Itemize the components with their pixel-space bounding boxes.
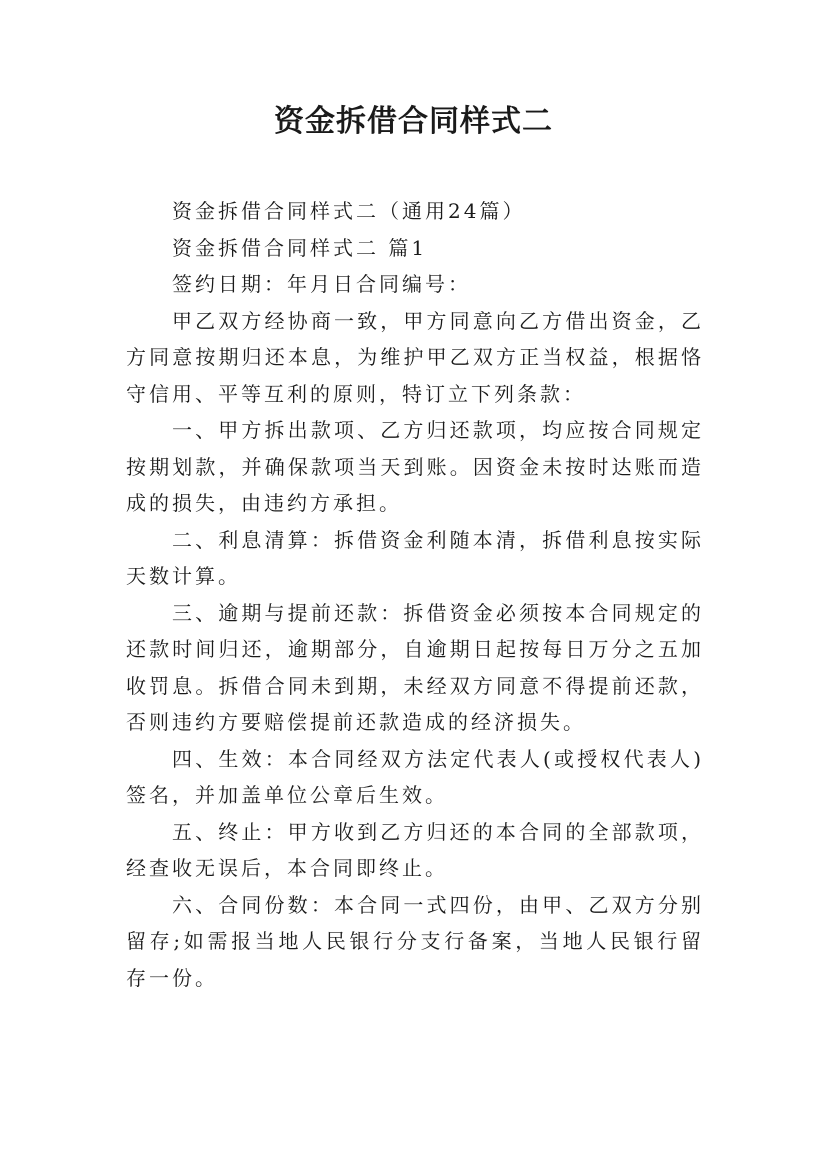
paragraph-section-heading: 资金拆借合同样式二 篇1 <box>172 235 428 260</box>
document-title: 资金拆借合同样式二 <box>274 104 553 139</box>
paragraph-clause-4: 四、生效：本合同经双方法定代表人(或授权代表人)签名，并加盖单位公章后生效。 <box>126 746 704 807</box>
paragraph-signing-date: 签约日期：年月日合同编号： <box>172 272 471 296</box>
paragraph-clause-5: 五、终止：甲方收到乙方归还的本合同的全部款项，经查收无误后，本合同即终止。 <box>126 819 704 880</box>
paragraph-clause-2: 二、利息清算：拆借资金利随本清，拆借利息按实际天数计算。 <box>126 527 704 588</box>
paragraph-subtitle: 资金拆借合同样式二（通用24篇） <box>172 199 526 223</box>
paragraph-clause-6: 六、合同份数：本合同一式四份，由甲、乙双方分别留存;如需报当地人民银行分支行备案，当地人民银行留存一份。 <box>126 892 704 990</box>
document-body <box>126 193 704 996</box>
paragraph-preamble: 甲乙双方经协商一致，甲方同意向乙方借出资金，乙方同意按期归还本息，为维护甲乙双方正当权益，根据恪守信用、平等互利的原则，特订立下列条款： <box>126 308 704 406</box>
paragraph-clause-1: 一、甲方拆出款项、乙方归还款项，均应按合同规定按期划款，并确保款项当天到账。因资金未按时达账而造成的损失，由违约方承担。 <box>126 418 704 515</box>
paragraph-clause-3: 三、逾期与提前还款：拆借资金必须按本合同规定的还款时间归还，逾期部分，自逾期日起按每日万分之五加收罚息。拆借合同未到期，未经双方同意不得提前还款，否则违约方要赔偿提前还款造成的经济损失。 <box>126 600 704 734</box>
